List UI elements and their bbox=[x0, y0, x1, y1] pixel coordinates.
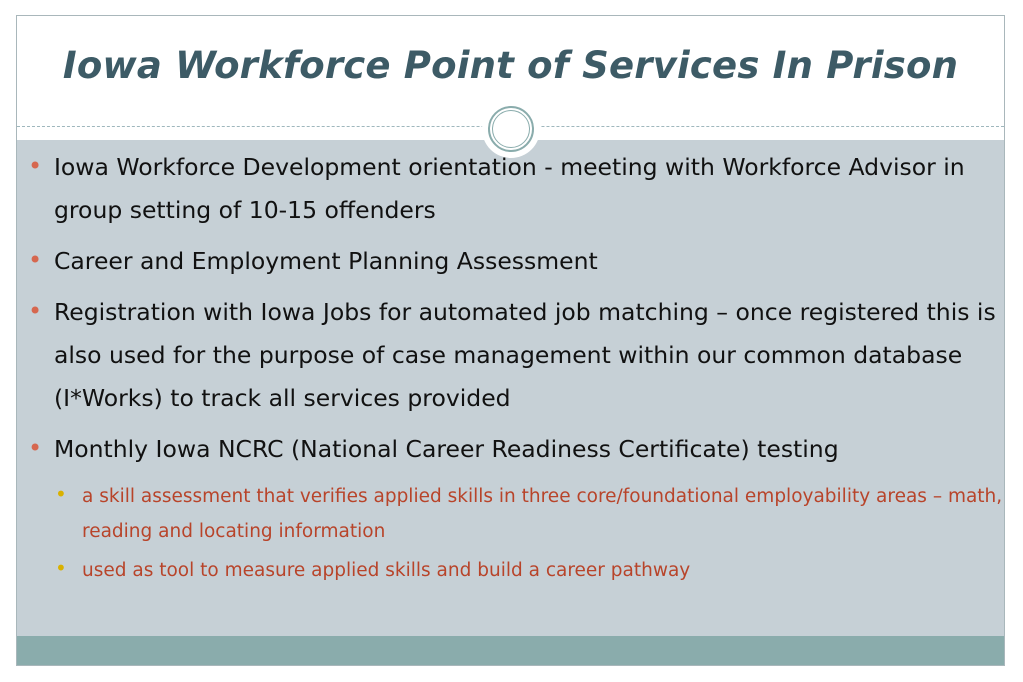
bullet-text: Career and Employment Planning Assessment bbox=[54, 247, 598, 275]
bullet-item bbox=[28, 240, 1003, 283]
footer-band bbox=[17, 636, 1004, 666]
sub-bullet-dot-icon: • bbox=[55, 482, 67, 506]
bullet-dot-icon: • bbox=[28, 246, 43, 274]
bullet-text: Registration with Iowa Jobs for automated job matching – once registered this is also used for the purpose of case management within our common database (I*Works) to track all services provided bbox=[54, 298, 996, 412]
sub-bullet-text: a skill assessment that verifies applied skills in three core/foundational employability areas – math, reading and locating information bbox=[82, 486, 1003, 542]
sub-bullet-dot-icon: • bbox=[55, 556, 67, 580]
bullet-dot-icon: • bbox=[28, 297, 43, 325]
sub-bullet-text: used as tool to measure applied skills and build a career pathway bbox=[82, 560, 691, 581]
sub-bullet-item bbox=[28, 553, 1003, 588]
bullet-dot-icon: • bbox=[28, 152, 43, 180]
slide-title: Iowa Workforce Point of Services In Prison bbox=[62, 44, 959, 87]
bullet-dot-icon: • bbox=[28, 434, 43, 462]
bullet-item bbox=[28, 146, 1003, 232]
bullet-list bbox=[28, 146, 1003, 592]
bullet-text: Iowa Workforce Development orientation - meeting with Workforce Advisor in group setting of 10-15 offenders bbox=[54, 153, 965, 224]
bullet-item bbox=[28, 428, 1003, 471]
sub-bullet-item bbox=[28, 479, 1003, 549]
bullet-item bbox=[28, 291, 1003, 420]
bullet-text: Monthly Iowa NCRC (National Career Readiness Certificate) testing bbox=[54, 435, 839, 463]
